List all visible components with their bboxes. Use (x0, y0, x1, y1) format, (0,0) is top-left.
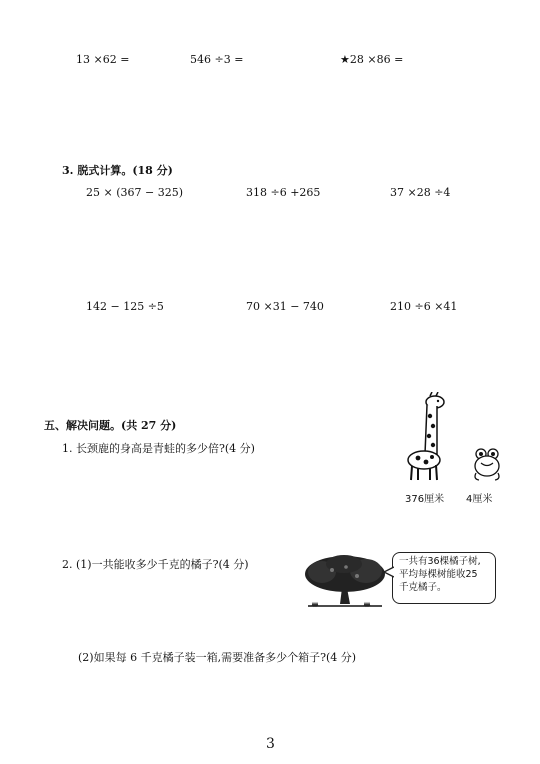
speech-bubble (392, 552, 496, 604)
speech-bubble-tail (384, 566, 394, 578)
expression-a3: 37 ×28 ÷4 (390, 186, 451, 199)
speech-line-1: 一共有36棵橘子树, (399, 556, 481, 567)
expression-13x62: 13 ×62 = (76, 53, 130, 66)
expression-b3: 210 ÷6 ×41 (390, 300, 458, 313)
page-number: 3 (266, 736, 275, 752)
expression-546div3: 546 ÷3 = (190, 53, 244, 66)
question-1: 1. 长颈鹿的身高是青蛙的多少倍?(4 分) (62, 442, 255, 455)
section-5-title: 五、解决问题。(共 27 分) (44, 419, 177, 432)
expression-b2: 70 ×31 − 740 (246, 300, 324, 313)
expression-a2: 318 ÷6 +265 (246, 186, 321, 199)
giraffe-icon (400, 392, 462, 482)
speech-line-2: 平均每棵树能收25 (399, 569, 478, 580)
frog-height-label: 4厘米 (466, 494, 493, 505)
giraffe-height-label: 376厘米 (405, 494, 445, 505)
expression-a1: 25 × (367 − 325) (86, 186, 183, 199)
tree-icon (302, 552, 388, 612)
expression-28x86: ★28 ×86 = (340, 53, 404, 66)
speech-line-3: 千克橘子。 (399, 582, 447, 593)
section-3-title: 3. 脱式计算。(18 分) (62, 164, 173, 177)
question-2-2: (2)如果每 6 千克橘子装一箱,需要准备多少个箱子?(4 分) (78, 651, 357, 664)
question-2-1: 2. (1)一共能收多少千克的橘子?(4 分) (62, 558, 249, 571)
frog-icon (470, 446, 504, 482)
expression-b1: 142 − 125 ÷5 (86, 300, 164, 313)
